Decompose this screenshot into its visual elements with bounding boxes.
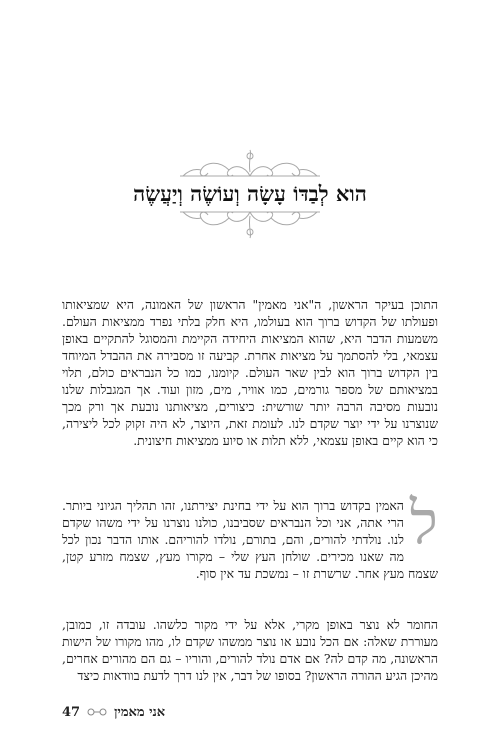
paragraph-3: החומר לא נוצר באופן מקרי, אלא על ידי מקור כלשהו. עובדה זו, כמובן, מעוררת שאלה: אם הכל נובע או נוצר ממשהו שקדם לו, מהו מקורו של הישות הראשונה, מה קדם לה? אם אדם נולד להורים, והוריו – גם הם מהורים אחרים, מהיכן הגיע ההורה הראשון? בסופו של דבר, אין לנו דרך לדעת בוודאות כיצד: [62, 617, 438, 683]
page-footer: [62, 704, 165, 720]
top-flourish-ornament: [175, 148, 325, 180]
paragraph-2: האמין בקדוש ברוך הוא על ידי בחינת יצירתנו, זהו תהליך הגיוני ביותר. הרי אתה, אני וכל הנבראים שסביבנו, כולנו נוצרנו על ידי משהו שקדם לנו. נולדתי להורים, והם, בתורם, נולדו להוריהם. אותו הדבר נכון לכל מה שאנו מכירים. שולחן העץ שלי – מקורו מעץ, שצמח מזרע קטן, שצמח מעץ אחר. שרשרת זו – נמשכת עד אין סוף.: [62, 498, 438, 581]
drop-cap-letter: ל: [409, 488, 438, 558]
bottom-flourish-ornament: [175, 208, 325, 240]
footer-separator-ornament: [86, 707, 108, 717]
chapter-title: הוא לְבַדּוֹ עָשָׂה וְעוֹשֶׂה וְיַעֲשֶׂה: [133, 181, 367, 206]
paragraph-1: התוכן בעיקר הראשון, ה"אני מאמין" הראשון של האמונה, היא שמציאותו ופעולתו של הקדוש ברוך הוא בעולמו, היא חלק בלתי נפרד ממציאות העולם. משמעות הדבר היא, שהוא המציאות היחידה הקיימת והמסוגל להתקיים באופן עצמאי, בלי להסתמך על מציאות אחרת. קביעה זו מסבירה את ההבדל המיוחד בין הקדוש ברוך הוא לבין שאר העולם. קיומנו, כמו כל הנבראים כולם, תלוי במציאותם של מספר גורמים, כמו אוויר, מים, מזון ועוד. אך המגבלות שלנו נובעות מסיבה הרבה יותר שורשית: כיצורים, מציאותנו נובעת אך ורק מכך שנוצרנו על ידי יוצר שקדם לנו. לעומת זאת, היוצר, לא היה זקוק לכל ליצירה, כי הוא קיים באופן עצמאי, ללא תלות או סיוע ממציאות חיצונית.: [62, 297, 438, 448]
footer-book-title: אני מאמין: [114, 705, 166, 720]
paragraph-2-block: [62, 488, 438, 582]
page-number: 47: [62, 704, 81, 720]
